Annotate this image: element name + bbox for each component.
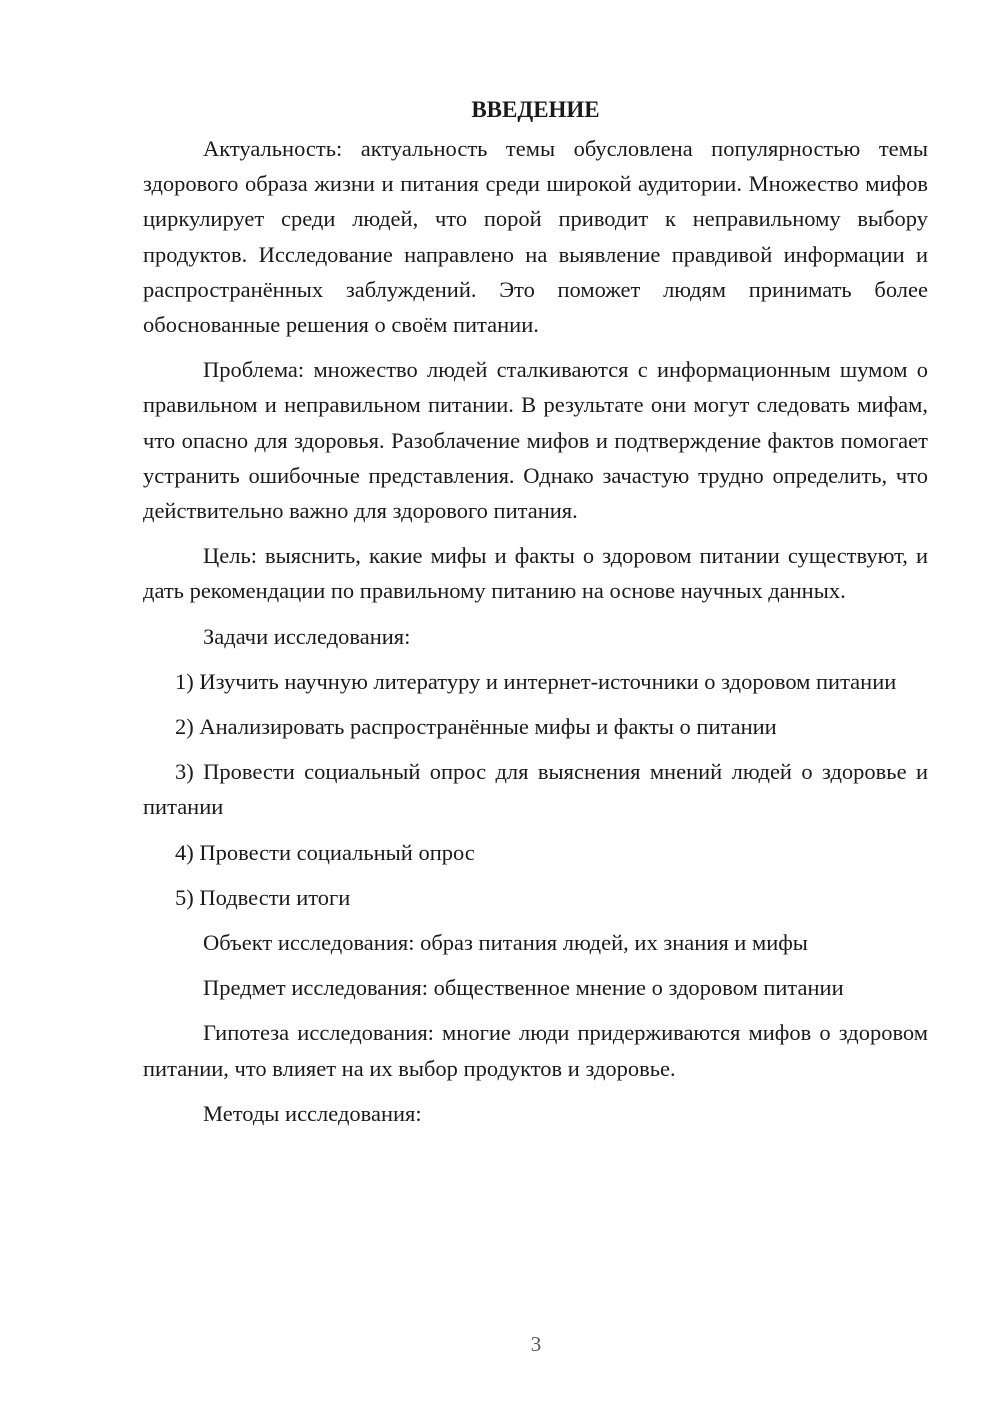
problem-paragraph: Проблема: множество людей сталкиваются с информационным шумом о правильном и неправильном питании. В результате они могут следовать мифам, что опасно для здоровья. Разоблачение мифов и подтверждение фактов помогает устранить ошибочные представления. Однако зачастую трудно определить, что действительно важно для здорового питания. bbox=[143, 357, 928, 524]
tasks-heading: Задачи исследования: bbox=[203, 623, 411, 649]
section-title: ВВЕДЕНИЕ bbox=[471, 97, 600, 122]
task-item: 2) Анализировать распространённые мифы и факты о питании bbox=[175, 714, 777, 740]
task-item: 4) Провести социальный опрос bbox=[175, 839, 475, 865]
task-item: 5) Подвести итоги bbox=[175, 884, 351, 910]
page-number: 3 bbox=[530, 1332, 542, 1356]
goal-paragraph: Цель: выяснить, какие мифы и факты о здоровом питании существуют, и дать рекомендации по правильному питанию на основе научных данных. bbox=[143, 543, 928, 604]
task-item: 1) Изучить научную литературу и интернет-источники о здоровом питании bbox=[175, 668, 897, 694]
research-object: Объект исследования: образ питания людей, их знания и мифы bbox=[203, 930, 808, 956]
task-item: 3) Провести социальный опрос для выяснения мнений людей о здоровье и питании bbox=[143, 759, 928, 820]
research-subject: Предмет исследования: общественное мнение о здоровом питании bbox=[203, 975, 844, 1001]
research-hypothesis: Гипотеза исследования: многие люди придерживаются мифов о здоровом питании, что влияет на их выбор продуктов и здоровье. bbox=[143, 1020, 928, 1081]
methods-heading: Методы исследования: bbox=[203, 1100, 422, 1126]
document-page bbox=[143, 92, 928, 1131]
relevance-paragraph: Актуальность: актуальность темы обусловлена популярностью темы здорового образа жизни и питания среди широкой аудитории. Множество мифов циркулирует среди людей, что порой приводит к неправильному выбору продуктов. Исследование направлено на выявление правдивой информации и распространённых заблуждений. Это поможет людям принимать более обоснованные решения о своём питании. bbox=[143, 136, 928, 338]
